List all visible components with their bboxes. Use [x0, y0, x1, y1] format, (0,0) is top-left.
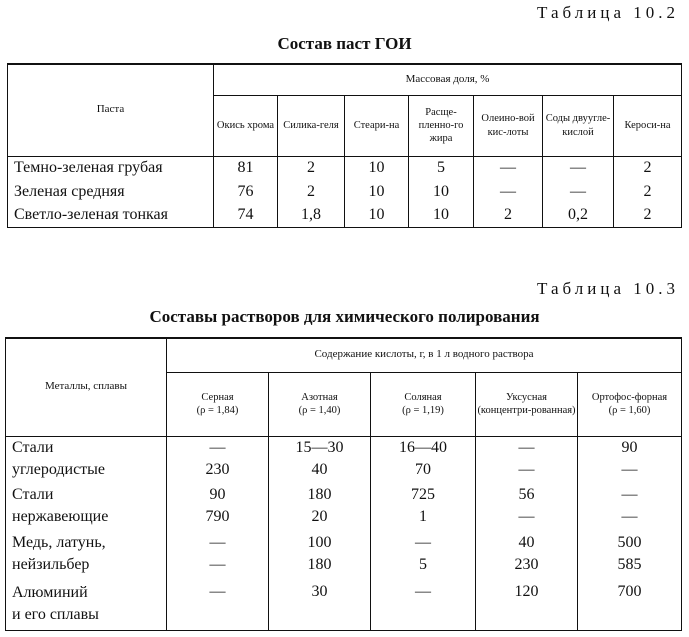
- cell: —: [167, 578, 269, 630]
- cell: 2: [614, 180, 682, 203]
- cell: — 230: [167, 436, 269, 482]
- table-row: [6, 578, 682, 630]
- cell: 725 1: [371, 482, 476, 530]
- col-header: Уксусная (концентри-рованная): [476, 372, 578, 436]
- row-name: Темно-зеленая грубая: [8, 156, 214, 180]
- cell: —: [543, 180, 614, 203]
- row-name: Светло-зеленая тонкая: [8, 203, 214, 227]
- cell: 1,8: [278, 203, 345, 227]
- cell: 120: [476, 578, 578, 630]
- cell: 2: [278, 156, 345, 180]
- cell: 180 20: [269, 482, 371, 530]
- table-10-2: [7, 63, 682, 228]
- cell: 76: [214, 180, 278, 203]
- table-10-3-label: Таблица 10.3: [537, 279, 679, 298]
- col-header: Окись хрома: [214, 95, 278, 156]
- cell: — —: [476, 436, 578, 482]
- cell: 74: [214, 203, 278, 227]
- cell: 10: [345, 203, 409, 227]
- cell: 16—40 70: [371, 436, 476, 482]
- table-row: [6, 436, 682, 482]
- cell: 5: [409, 156, 474, 180]
- col-header: Расще-пленно-го жира: [409, 95, 474, 156]
- cell: 10: [345, 180, 409, 203]
- table-row: [8, 180, 682, 203]
- table-row: [6, 530, 682, 578]
- col-header: Кероси-на: [614, 95, 682, 156]
- col-header: Силика-геля: [278, 95, 345, 156]
- col-header-pasta: Паста: [8, 64, 214, 156]
- cell: — 5: [371, 530, 476, 578]
- col-header: Серная (ρ = 1,84): [167, 372, 269, 436]
- cell: —: [474, 180, 543, 203]
- table-row: [8, 156, 682, 180]
- row-name: Медь, латунь, нейзильбер: [6, 530, 167, 578]
- cell: 2: [614, 156, 682, 180]
- cell: 2: [474, 203, 543, 227]
- table-row: [6, 482, 682, 530]
- cell: —: [543, 156, 614, 180]
- group-header-mass: Массовая доля, %: [214, 64, 682, 95]
- col-header: Олеино-вой кис-лоты: [474, 95, 543, 156]
- cell: 56 —: [476, 482, 578, 530]
- cell: 2: [278, 180, 345, 203]
- col-header: Соляная (ρ = 1,19): [371, 372, 476, 436]
- table-10-2-label: Таблица 10.2: [537, 3, 679, 22]
- table-row: [8, 203, 682, 227]
- col-header: Стеари-на: [345, 95, 409, 156]
- cell: — —: [578, 482, 682, 530]
- cell: 0,2: [543, 203, 614, 227]
- cell: 15—30 40: [269, 436, 371, 482]
- cell: 40 230: [476, 530, 578, 578]
- col-header: Ортофос-форная (ρ = 1,60): [578, 372, 682, 436]
- table-10-3: [5, 337, 682, 631]
- row-name: Зеленая средняя: [8, 180, 214, 203]
- col-header: Соды двууглe-кислой: [543, 95, 614, 156]
- table-10-3-title: Составы растворов для химического полирования: [149, 307, 540, 326]
- col-header: Азотная (ρ = 1,40): [269, 372, 371, 436]
- table-10-2-title: Состав паст ГОИ: [277, 34, 412, 53]
- cell: 30: [269, 578, 371, 630]
- cell: 100 180: [269, 530, 371, 578]
- cell: 10: [409, 203, 474, 227]
- cell: —: [371, 578, 476, 630]
- row-name: Стали углеродистые: [6, 436, 167, 482]
- cell: — —: [167, 530, 269, 578]
- cell: 81: [214, 156, 278, 180]
- cell: 90 790: [167, 482, 269, 530]
- group-header-acid: Содержание кислоты, г, в 1 л водного раствора: [167, 338, 682, 372]
- col-header-metals: Металлы, сплавы: [6, 338, 167, 436]
- row-name: Стали нержавеющие: [6, 482, 167, 530]
- cell: —: [474, 156, 543, 180]
- cell: 10: [409, 180, 474, 203]
- cell: 10: [345, 156, 409, 180]
- cell: 2: [614, 203, 682, 227]
- cell: 500 585: [578, 530, 682, 578]
- cell: 700: [578, 578, 682, 630]
- row-name: Алюминий и его сплавы: [6, 578, 167, 630]
- cell: 90 —: [578, 436, 682, 482]
